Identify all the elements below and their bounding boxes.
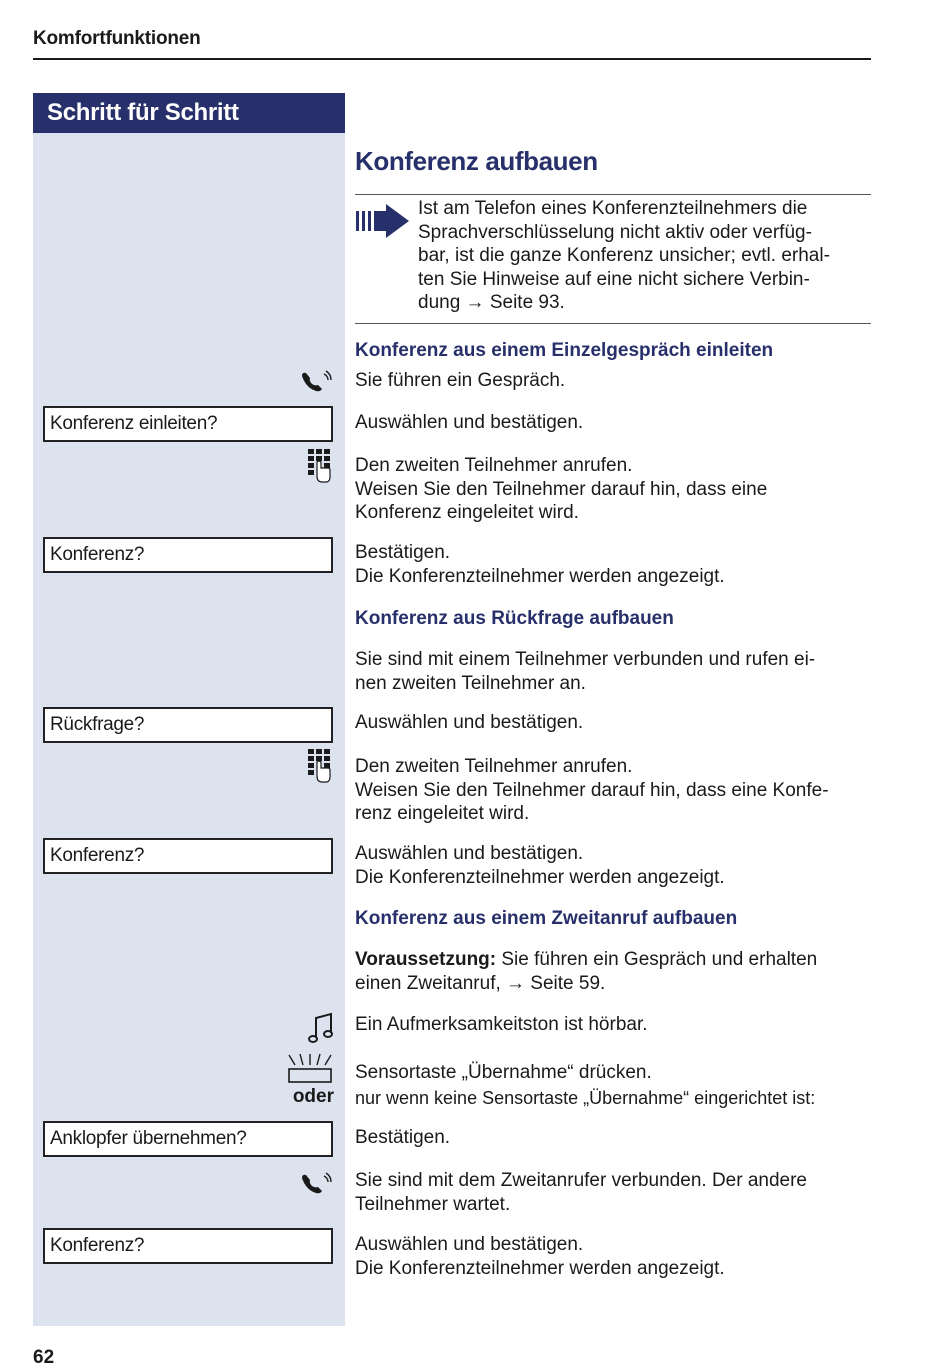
- page-header-title: Komfortfunktionen: [33, 28, 201, 49]
- menu-option-rueckfrage[interactable]: Rückfrage?: [43, 707, 333, 743]
- section1-heading: Konferenz aus einem Einzelgespräch einleiten: [355, 340, 774, 361]
- s2-step-confirm: Auswählen und bestätigen. Die Konferenzteilnehmer werden angezeigt.: [355, 843, 725, 888]
- header-rule: [33, 58, 871, 60]
- menu-option-anklopfer-uebernehmen[interactable]: Anklopfer übernehmen?: [43, 1121, 333, 1157]
- s3-step-sensor-key: Sensortaste „Übernahme“ drücken.: [355, 1062, 652, 1083]
- s3-step-select-confirm: Auswählen und bestätigen. Die Konferenzteilnehmer werden angezeigt.: [355, 1234, 725, 1279]
- menu-option-konferenz[interactable]: Konferenz?: [43, 1228, 333, 1264]
- encryption-note: Ist am Telefon eines Konferenzteilnehmers die Sprachverschlüsselung nicht aktiv oder verfüg- bar, ist die ganze Konferenz unsicher; evtl. erhal- ten Sie Hinweise auf eine nicht sichere Verbin- dung → Seite 93.: [418, 198, 830, 313]
- s1-step-call-second: Den zweiten Teilnehmer anrufen. Weisen Sie den Teilnehmer darauf hin, dass eine Konferenz eingeleitet wird.: [355, 455, 768, 523]
- page-number: 62: [33, 1347, 55, 1368]
- note-arrow-icon: [355, 203, 411, 239]
- s3-step-alternative: nur wenn keine Sensortaste „Übernahme“ eingerichtet ist:: [355, 1088, 816, 1108]
- handset-icon: [300, 370, 334, 392]
- note-rule-bottom: [355, 323, 871, 324]
- s2-step-select-confirm: Auswählen und bestätigen.: [355, 712, 584, 733]
- s3-step-confirm: Bestätigen.: [355, 1127, 451, 1148]
- s1-step-confirm: Bestätigen. Die Konferenzteilnehmer werden angezeigt.: [355, 542, 725, 587]
- s3-step-attention-tone: Ein Aufmerksamkeitston ist hörbar.: [355, 1014, 648, 1035]
- section2-heading: Konferenz aus Rückfrage aufbauen: [355, 608, 674, 629]
- keypad-icon: [306, 448, 334, 484]
- s2-intro: Sie sind mit einem Teilnehmer verbunden und rufen ei- nen zweiten Teilnehmer an.: [355, 649, 816, 694]
- page-title: Konferenz aufbauen: [355, 146, 598, 176]
- s1-step-select-confirm: Auswählen und bestätigen.: [355, 412, 584, 433]
- note-rule-top: [355, 194, 871, 195]
- sidebar-heading: Schritt für Schritt: [33, 93, 345, 133]
- keypad-icon: [306, 748, 334, 784]
- menu-option-konferenz[interactable]: Konferenz?: [43, 537, 333, 573]
- s3-step-connected: Sie sind mit dem Zweitanrufer verbunden. Der andere Teilnehmer wartet.: [355, 1170, 808, 1215]
- handset-icon: [300, 1172, 334, 1194]
- s2-step-call-second: Den zweiten Teilnehmer anrufen. Weisen Sie den Teilnehmer darauf hin, dass eine Konfe- renz eingeleitet wird.: [355, 756, 829, 824]
- menu-option-konferenz-einleiten[interactable]: Konferenz einleiten?: [43, 406, 333, 442]
- section3-heading: Konferenz aus einem Zweitanruf aufbauen: [355, 908, 738, 929]
- oder-label: oder: [292, 1086, 334, 1107]
- menu-option-konferenz[interactable]: Konferenz?: [43, 838, 333, 874]
- s1-step-conversation: Sie führen ein Gespräch.: [355, 370, 566, 391]
- s3-prerequisite: Voraussetzung: Sie führen ein Gespräch und erhalten einen Zweitanruf, → Seite 59.: [355, 949, 818, 994]
- sensor-key-icon: [286, 1052, 334, 1084]
- music-note-icon: [308, 1012, 334, 1044]
